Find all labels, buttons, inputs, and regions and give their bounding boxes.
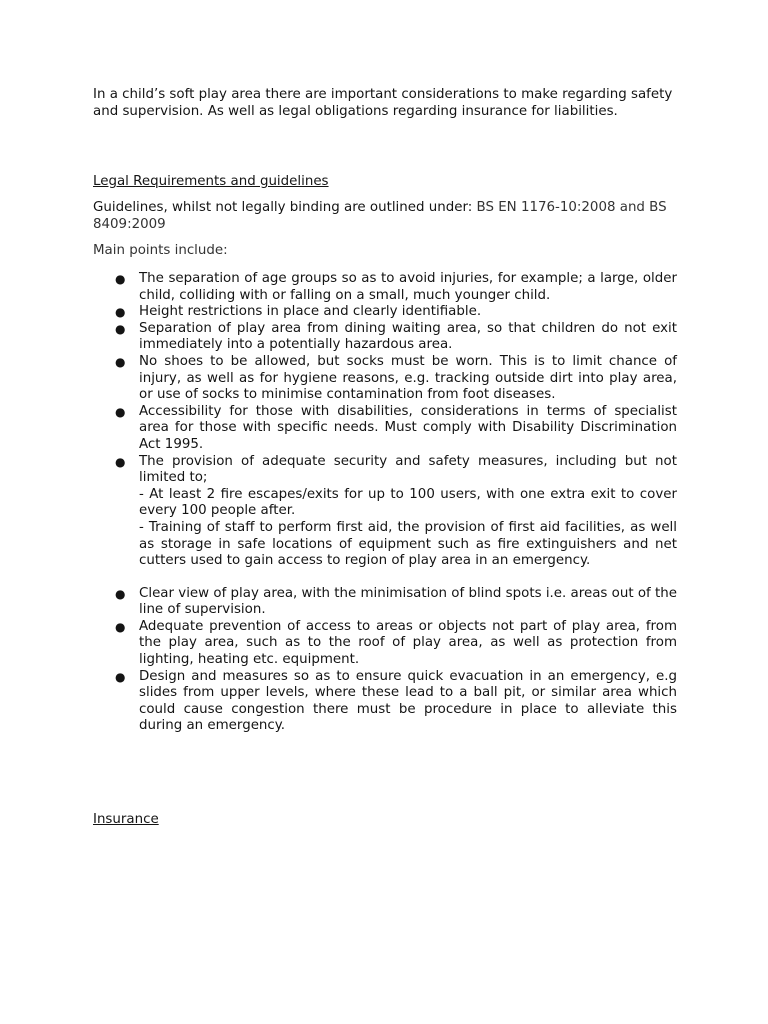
bullet-icon: ●	[115, 321, 126, 336]
list-item	[93, 454, 677, 570]
list-item	[93, 404, 677, 454]
list-item	[93, 304, 677, 321]
list-item-text: Design and measures so as to ensure quick evacuation in an emergency, e.g slides from upper levels, where these lead to a ball pit, or similar area which could cause congestion there must be procedure in place to alleviate this during an emergency.	[139, 668, 677, 734]
bullet-icon: ●	[115, 454, 126, 469]
main-points-list	[93, 271, 677, 735]
bullet-icon: ●	[115, 619, 126, 634]
bullet-icon: ●	[115, 354, 126, 369]
bullet-icon: ●	[115, 404, 126, 419]
list-subitem-fire-exits: - At least 2 fire escapes/exits for up to 100 users, with one extra exit to cover every 100 people after.	[139, 486, 677, 519]
bullet-icon: ●	[115, 272, 126, 286]
bullet-icon: ●	[115, 669, 126, 684]
list-item	[93, 354, 677, 404]
list-item	[93, 271, 677, 304]
insurance-heading: Insurance	[93, 812, 159, 827]
list-subitem-first-aid: - Training of staff to perform first aid, the provision of first aid facilities, as well as storage in safe locations of equipment such as fire extinguishers and net cutters used to gain access to region of play area in an emergency.	[139, 519, 677, 569]
list-item-text: Accessibility for those with disabilities, considerations in terms of specialist area for those with specific needs. Must comply with Disability Discrimination Act 1995.	[139, 403, 677, 452]
list-item-text: The provision of adequate security and safety measures, including but not limited to;	[139, 453, 677, 486]
list-item-text: No shoes to be allowed, but socks must be worn. This is to limit chance of injury, as well as for hygiene reasons, e.g. tracking outside dirt into play area, or use of socks to minimise contamination from foot diseases.	[139, 353, 677, 403]
list-item	[93, 586, 677, 619]
list-item	[93, 619, 677, 669]
guidelines-paragraph	[93, 200, 677, 233]
legal-requirements-heading: Legal Requirements and guidelines	[93, 174, 329, 189]
intro-paragraph: In a child’s soft play area there are important considerations to make regarding safety and supervision. As well as legal obligations regarding insurance for liabilities.	[93, 87, 673, 119]
list-item-text: Separation of play area from dining waiting area, so that children do not exit immediately into a potentially hazardous area.	[139, 320, 677, 353]
bullet-icon: ●	[115, 586, 126, 601]
bullet-icon: ●	[115, 305, 126, 320]
guidelines-standards: BS EN 1176-10:2008 and BS 8409:2009	[93, 200, 667, 232]
list-item-text: The separation of age groups so as to avoid injuries, for example; a large, older child, colliding with or falling on a small, much younger child.	[139, 271, 677, 303]
list-item-text: Clear view of play area, with the minimisation of blind spots i.e. areas out of the line of supervision.	[139, 585, 677, 618]
guidelines-text: Guidelines, whilst not legally binding are outlined under:	[93, 200, 477, 215]
list-item-text: Height restrictions in place and clearly identifiable.	[139, 304, 482, 320]
main-points-label: Main points include:	[93, 243, 228, 258]
list-item	[93, 669, 677, 735]
list-item-text: Adequate prevention of access to areas or objects not part of play area, from the play area, such as to the roof of play area, as well as protection from lighting, heating etc. equipment.	[139, 618, 677, 668]
list-item	[93, 321, 677, 354]
